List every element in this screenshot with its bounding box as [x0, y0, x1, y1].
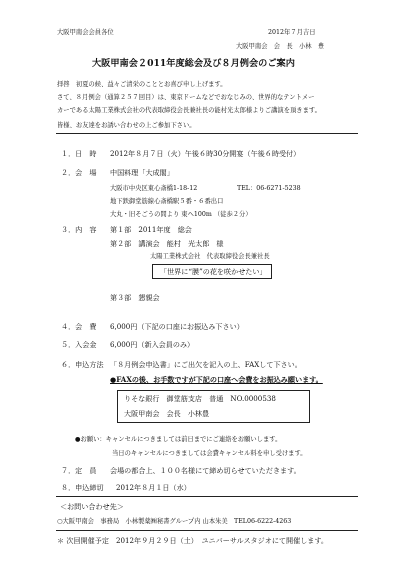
bank-account: りそな銀行 御堂筋支店 普通 NO.0000538 [124, 394, 276, 403]
venue-tel: TEL：06-6271-5238 [237, 185, 301, 192]
cancel-fee-note: 当日のキャンセルにつきましては会費キャンセル料を申し受けます。 [112, 450, 307, 457]
item-value-deadline: 2012年８月１日（水） [116, 483, 191, 492]
contact-heading: ＜お問い合わせ先＞ [60, 502, 124, 511]
item-value-fee: 6,000円（下記の口座にお振込み下さい） [110, 322, 244, 331]
item-label-venue: ２．会 場 [61, 168, 97, 177]
fax-note: ●FAXの後、お手数ですが下記の口座へ会費をお振込み願います。 [110, 375, 323, 384]
item-label-deadline: ８．申込締切 [61, 483, 104, 492]
content-part1: 第１部 2011年度 総会 [110, 225, 192, 234]
item-label-entry-fee: ５．入会金 [61, 340, 97, 349]
venue-name: 中国料理「大成閣」 [110, 168, 174, 177]
item-label-capacity: ７．定 員 [61, 466, 97, 475]
item-label-content: ３．内 容 [61, 225, 97, 234]
venue-walk: 大丸・旧そごうの間より 東へ100m （徒歩２分） [110, 211, 252, 218]
issue-date: 2012年７月吉日 [268, 29, 316, 36]
greeting-line: さて、８月例会（通算２５７回目）は、東京ドームなどでおなじみの、世界的なテントメー [57, 94, 315, 101]
item-label-fee: ４．会 費 [61, 322, 97, 331]
greeting-line: 皆様、お友達をお誘い合わせの上ご参加下さい。 [57, 122, 196, 129]
cancel-policy: ●お願い：キャンセルにつきましては前日までにご連絡をお願いします。 [75, 436, 282, 443]
recipient: 大阪甲南会会員各位 [57, 29, 114, 36]
venue-address: 大阪市中央区東心斎橋1-18-12 [110, 185, 198, 192]
greeting-line: カーである太陽工業株式会社の代表取締役会長兼社長の能村光太郎様よりご講演を頂きます。 [57, 107, 321, 114]
item-label-apply: ６．申込方法 [61, 360, 104, 369]
bank-holder: 大阪甲南会 会長 小林豊 [124, 409, 210, 418]
lecture-title: 「世界に“膜”の花を咲かせたい」 [160, 267, 267, 276]
next-meeting: ＊ 次回開催予定 2012年９月２９日（土） ユニバーサルスタジオにて開催します。 [57, 536, 328, 545]
divider [56, 133, 358, 134]
content-part3: 第３部 懇親会 [110, 293, 160, 302]
item-value-capacity: 会場の都合上、１００名様にて締め切らせていただきます。 [110, 466, 301, 475]
item-value-apply: 「８月例会申込書」にご出欠を記入の上、FAXして下さい。 [110, 360, 302, 369]
greeting-line: 拝啓 初夏の候、益々ご清栄のこととお喜び申し上げます。 [57, 81, 227, 88]
contact-line: ○大阪甲南会 事務局 小林製薬㈱秘書グループ内 山本朱美 TEL06-6222-4263 [57, 518, 292, 525]
speaker-company: 太陽工業株式会社 代表取締役会長兼社長 [150, 253, 270, 260]
content-part2: 第２部 講演会 能村 光太郎 様 [110, 239, 224, 248]
divider [56, 496, 358, 497]
divider [56, 530, 358, 531]
venue-subway: 地下鉄御堂筋線心斎橋駅５番・６番出口 [110, 198, 224, 205]
item-label-date: １．日 時 [61, 149, 97, 158]
item-value-entry-fee: 6,000円（新入会員のみ） [110, 340, 195, 349]
item-value-date: 2012年８月７日（火）午後６時30分開宴（午後６時受付） [110, 149, 301, 158]
document-title: 大阪甲南会２011年度総会及び８月例会のご案内 [92, 58, 295, 69]
sender: 大阪甲南会 会 長 小林 豊 [236, 43, 325, 50]
